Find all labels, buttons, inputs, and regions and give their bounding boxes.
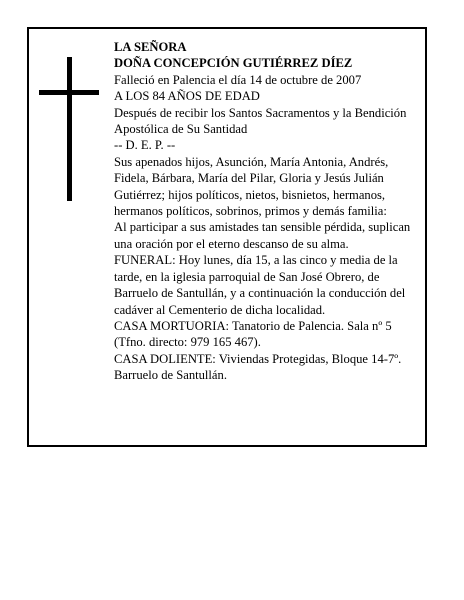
cross-vertical-bar — [67, 57, 72, 201]
title-line-1: LA SEÑORA — [114, 40, 187, 54]
cross-horizontal-bar — [39, 90, 99, 95]
grieving-home-info: CASA DOLIENTE: Viviendas Protegidas, Bloque 14-7º. Barruelo de Santullán. — [114, 351, 402, 383]
rip: -- D. E. P. -- — [114, 138, 176, 153]
mortuary-info: CASA MORTUORIA: Tanatorio de Palencia. Sala nº 5 (Tfno. directo: 979 165 467). — [114, 318, 392, 350]
sacraments: Después de recibir los Santos Sacramentos y la Bendición Apostólica de Su Santidad — [114, 105, 407, 137]
funeral-info: FUNERAL: Hoy lunes, día 15, a las cinco y media de la tarde, en la iglesia parroquial de San José Obrero, de Barruelo de Santullán, y a continuación la conducción del cadáver al Cementerio de dicha localidad. — [114, 253, 406, 317]
obituary-notice — [27, 27, 427, 447]
age: A LOS 84 AÑOS DE EDAD — [114, 89, 260, 104]
family: Sus apenados hijos, Asunción, María Antonia, Andrés, Fidela, Bárbara, María del Pilar, Gloria y Jesús Julián Gutiérrez; hijos políticos, nietos, bisnietos, hermanos, hermanos políticos, sobrinos, primos y demás familia: — [114, 154, 389, 219]
notice-text — [114, 39, 420, 384]
cross-icon — [39, 57, 99, 201]
title-line-2: DOÑA CONCEPCIÓN GUTIÉRREZ DÍEZ — [114, 56, 353, 71]
prayer-request: Al participar a sus amistades tan sensible pérdida, suplican una oración por el eterno descanso de su alma. — [114, 220, 411, 251]
death-date: Falleció en Palencia el día 14 de octubre de 2007 — [114, 72, 362, 87]
